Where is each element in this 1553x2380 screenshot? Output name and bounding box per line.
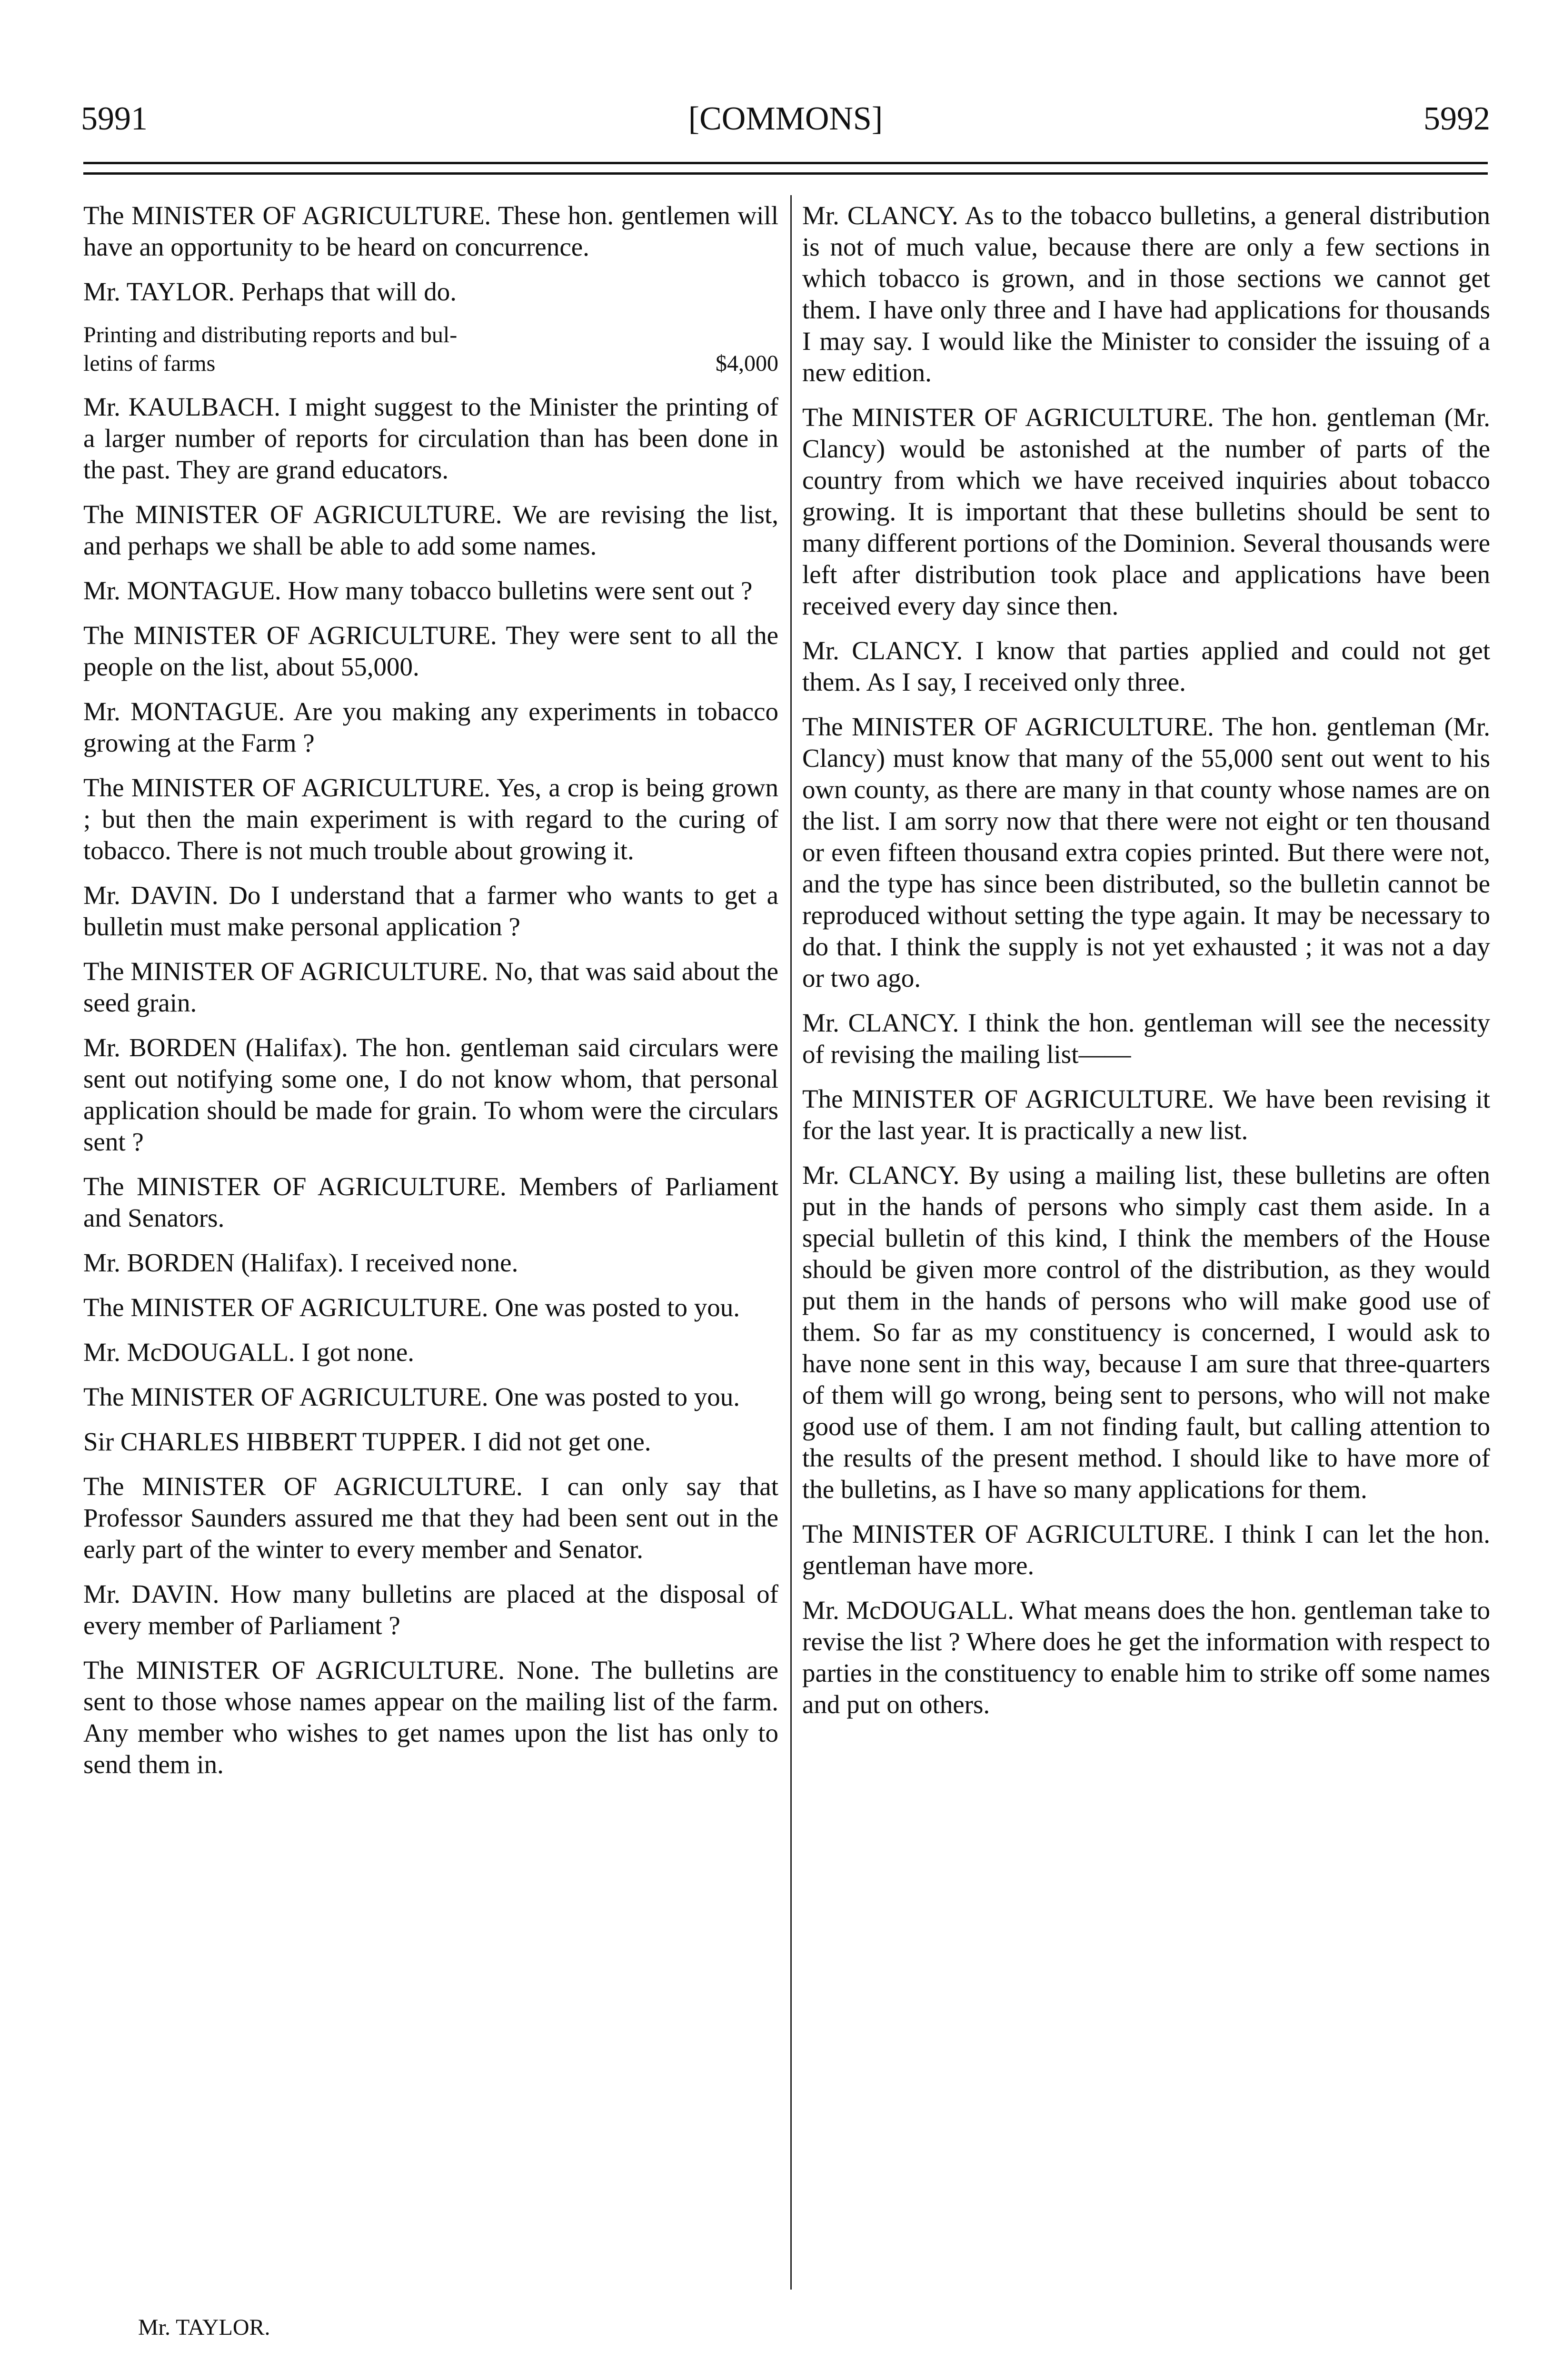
paragraph: Mr. DAVIN. Do I understand that a farmer who wants to get a bulletin must make personal application ? [83, 881, 778, 941]
paragraph: Mr. BORDEN (Halifax). I received none. [83, 1248, 518, 1277]
paragraph: Mr. McDOUGALL. What means does the hon. gentleman take to revise the list ? Where does he get the information with respect to parties in the constituency to enable him to strike off some names and put on others. [802, 1596, 1490, 1719]
paragraph: Mr. BORDEN (Halifax). The hon. gentleman said circulars were sent out notifying some one, I do not know whom, that personal application should be made for grain. To whom were the circulars sent ? [83, 1033, 778, 1156]
paragraph: The MINISTER OF AGRICULTURE. Yes, a crop is being grown ; but then the main experiment is with regard to the curing of tobacco. There is not much trouble about growing it. [83, 773, 778, 865]
paragraph: The MINISTER OF AGRICULTURE. They were sent to all the people on the list, about 55,000. [83, 621, 778, 681]
paragraph: Mr. McDOUGALL. I got none. [83, 1338, 415, 1367]
paragraph: Sir CHARLES HIBBERT TUPPER. I did not get one. [83, 1427, 651, 1456]
paragraph: Mr. CLANCY. I think the hon. gentleman will see the necessity of revising the mailing list—— [802, 1008, 1490, 1069]
left-column [83, 200, 778, 1794]
paragraph: The MINISTER OF AGRICULTURE. We are revising the list, and perhaps we shall be able to add some names. [83, 500, 778, 560]
paragraph: The MINISTER OF AGRICULTURE. None. The bulletins are sent to those whose names appear on the mailing list of the farm. Any member who wishes to get names upon the list has only to send them in. [83, 1656, 778, 1779]
paragraph: The MINISTER OF AGRICULTURE. No, that was said about the seed grain. [83, 957, 778, 1017]
paragraph: Mr. CLANCY. By using a mailing list, these bulletins are often put in the hands of persons who simply cast them aside. In a special bulletin of this kind, I think the members of the House should be given more control of the distribution, as they would put them in the hands of persons who will make good use of them. So far as my constituency is concerned, I would ask to have none sent in this way, because I am sure that three-quarters of them will go wrong, being sent to persons, who will not make good use of them. I am not finding fault, but calling attention to the results of the present method. I should like to have more of the bulletins, as I have so many applications for them. [802, 1160, 1490, 1504]
estimate-item-line2-row [83, 349, 778, 378]
paragraph: The MINISTER OF AGRICULTURE. The hon. gentleman (Mr. Clancy) must know that many of the 55,000 sent out went to his own county, as there are many in that county whose names are on the list. I am sorry now that there were not eight or ten thousand or even fifteen thousand extra copies printed. But there were not, and the type has since been distributed, so the bulletin cannot be reproduced without setting the type again. It may be necessary to do that. I think the supply is not yet exhausted ; it was not a day or two ago. [802, 712, 1490, 992]
estimate-item-line2: letins of farms [83, 351, 216, 376]
paragraph: Mr. CLANCY. I know that parties applied and could not get them. As I say, I received only three. [802, 636, 1490, 696]
page-header [81, 90, 1490, 148]
paragraph: The MINISTER OF AGRICULTURE. We have been revising it for the last year. It is practically a new list. [802, 1084, 1490, 1145]
paragraph: Mr. MONTAGUE. How many tobacco bulletins were sent out ? [83, 576, 753, 605]
estimate-item-amount: $4,000 [716, 351, 778, 376]
right-column [802, 200, 1490, 1734]
paragraph: Mr. CLANCY. As to the tobacco bulletins, a general distribution is not of much value, because there are only a few sections in which tobacco is grown, and in those sections we cannot get them. I have only three and I have had applications for thousands I may say. I would like the Minister to consider the issuing of a new edition. [802, 201, 1490, 387]
paragraph: Mr. DAVIN. How many bulletins are placed at the disposal of every member of Parliament ? [83, 1579, 778, 1640]
paragraph: The MINISTER OF AGRICULTURE. One was posted to you. [83, 1382, 740, 1411]
paragraph: The MINISTER OF AGRICULTURE. The hon. gentleman (Mr. Clancy) would be astonished at the number of parts of the country from which we have received inquiries about tobacco growing. It is important that these bulletins should be sent to many different portions of the Dominion. Several thousands were left after distribution took place and applications have been received every day since then. [802, 403, 1490, 620]
column-divider [790, 195, 792, 2290]
paragraph: The MINISTER OF AGRICULTURE. I can only say that Professor Saunders assured me that they had been sent out in the early part of the winter to every member and Senator. [83, 1472, 778, 1564]
paragraph: Mr. TAYLOR. Perhaps that will do. [83, 277, 457, 306]
estimate-item-line1: Printing and distributing reports and bul- [83, 322, 458, 347]
paragraph: The MINISTER OF AGRICULTURE. Members of Parliament and Senators. [83, 1172, 778, 1232]
paragraph: The MINISTER OF AGRICULTURE. These hon. gentlemen will have an opportunity to be heard on concurrence. [83, 201, 778, 261]
left-page-number: 5991 [81, 100, 148, 137]
header-rule-bottom [83, 172, 1488, 175]
right-page-number: 5992 [1424, 100, 1490, 137]
paragraph: The MINISTER OF AGRICULTURE. I think I can let the hon. gentleman have more. [802, 1519, 1490, 1580]
left-trailer: Mr. TAYLOR. [138, 2315, 270, 2340]
paragraph: Mr. KAULBACH. I might suggest to the Minister the printing of a larger number of reports for circulation than has been done in the past. They are grand educators. [83, 392, 778, 484]
paragraph: The MINISTER OF AGRICULTURE. One was posted to you. [83, 1293, 740, 1322]
header-rule-top [83, 162, 1488, 164]
estimate-item [83, 321, 778, 378]
paragraph: Mr. MONTAGUE. Are you making any experiments in tobacco growing at the Farm ? [83, 697, 778, 757]
running-head: [COMMONS] [688, 100, 883, 137]
